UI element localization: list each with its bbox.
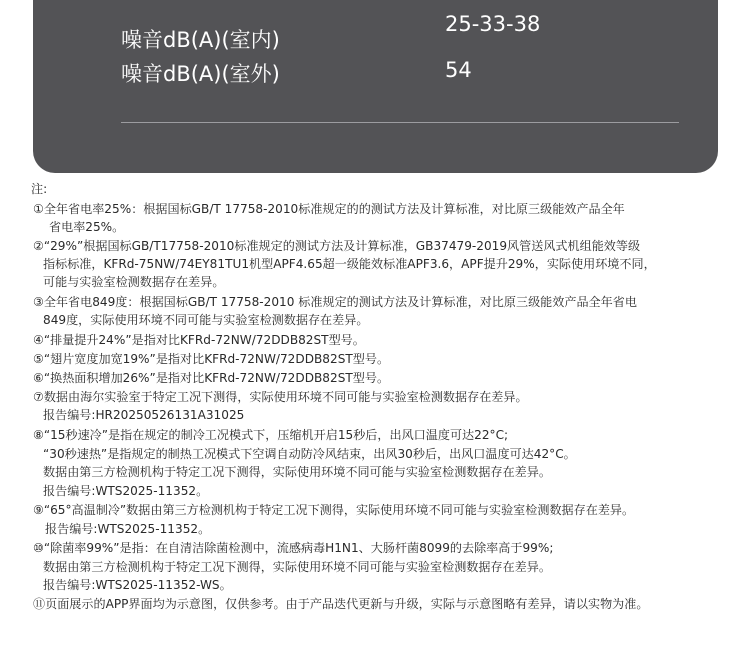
spec-label-outdoor-noise: 噪音dB(A)(室外) — [121, 62, 280, 86]
note-line: ⑤“翅片宽度加宽19%”是指对比KFRd-72NW/72DDB82ST型号。 — [33, 352, 390, 366]
note-line: 报告编号:WTS2025-11352。 — [43, 484, 209, 498]
note-line: 849度，实际使用环境不同可能与实验室检测数据存在差异。 — [43, 313, 369, 327]
spec-divider — [121, 122, 679, 123]
spec-value-indoor-noise: 25-33-38 — [445, 12, 541, 36]
note-line: 报告编号:WTS2025-11352。 — [45, 522, 211, 536]
note-line: 报告编号:HR20250526131A31025 — [43, 408, 245, 422]
note-line: ③全年省电849度：根据国标GB/T 17758-2010 标准规定的测试方法及计算标准，对比原三级能效产品全年省电 — [33, 295, 637, 309]
note-line: 省电率25%。 — [49, 220, 125, 234]
note-line: ⑧“15秒速冷”是指在规定的制冷工况模式下，压缩机开启15秒后，出风口温度可达22°C; — [33, 428, 509, 442]
spec-card — [33, 0, 718, 173]
note-line: 数据由第三方检测机构于特定工况下测得，实际使用环境不同可能与实验室检测数据存在差异。 — [43, 560, 551, 574]
note-line: ②“29%”根据国标GB/T17758-2010标准规定的测试方法及计算标准，GB37479-2019风管送风式机组能效等级 — [33, 239, 641, 253]
note-line: ⑨“65°高温制冷”数据由第三方检测机构于特定工况下测得，实际使用环境不同可能与实验室检测数据存在差异。 — [33, 503, 635, 517]
note-line: ⑦数据由海尔实验室于特定工况下测得，实际使用环境不同可能与实验室检测数据存在差异。 — [33, 390, 528, 404]
note-line: “30秒速热”是指规定的制热工况模式下空调自动防冷风结束，出风30秒后，出风口温度可达42°C。 — [43, 447, 576, 461]
note-line: 可能与实验室检测数据存在差异。 — [43, 275, 225, 289]
note-line: ⑪页面展示的APP界面均为示意图，仅供参考。由于产品迭代更新与升级，实际与示意图略有差异，请以实物为准。 — [33, 597, 649, 611]
spec-value-outdoor-noise: 54 — [445, 58, 472, 82]
note-line: ⑩“除菌率99%”是指：在自清洁除菌检测中，流感病毒H1N1、大肠杆菌8099的去除率高于99%; — [33, 541, 554, 555]
note-line: 报告编号:WTS2025-11352-WS。 — [43, 578, 232, 592]
notes-heading: 注: — [31, 182, 48, 196]
spec-label-indoor-noise: 噪音dB(A)(室内) — [121, 28, 280, 52]
note-line: 指标标准，KFRd-75NW/74EY81TU1机型APF4.65超一级能效标准APF3.6，APF提升29%，实际使用环境不同， — [43, 257, 656, 271]
note-line: ①全年省电率25%：根据国标GB/T 17758-2010标准规定的的测试方法及计算标准，对比原三级能效产品全年 — [33, 202, 625, 216]
note-line: ⑥“换热面积增加26%”是指对比KFRd-72NW/72DDB82ST型号。 — [33, 371, 390, 385]
note-line: 数据由第三方检测机构于特定工况下测得，实际使用环境不同可能与实验室检测数据存在差异。 — [43, 465, 551, 479]
note-line: ④“排量提升24%”是指对比KFRd-72NW/72DDB82ST型号。 — [33, 333, 365, 347]
